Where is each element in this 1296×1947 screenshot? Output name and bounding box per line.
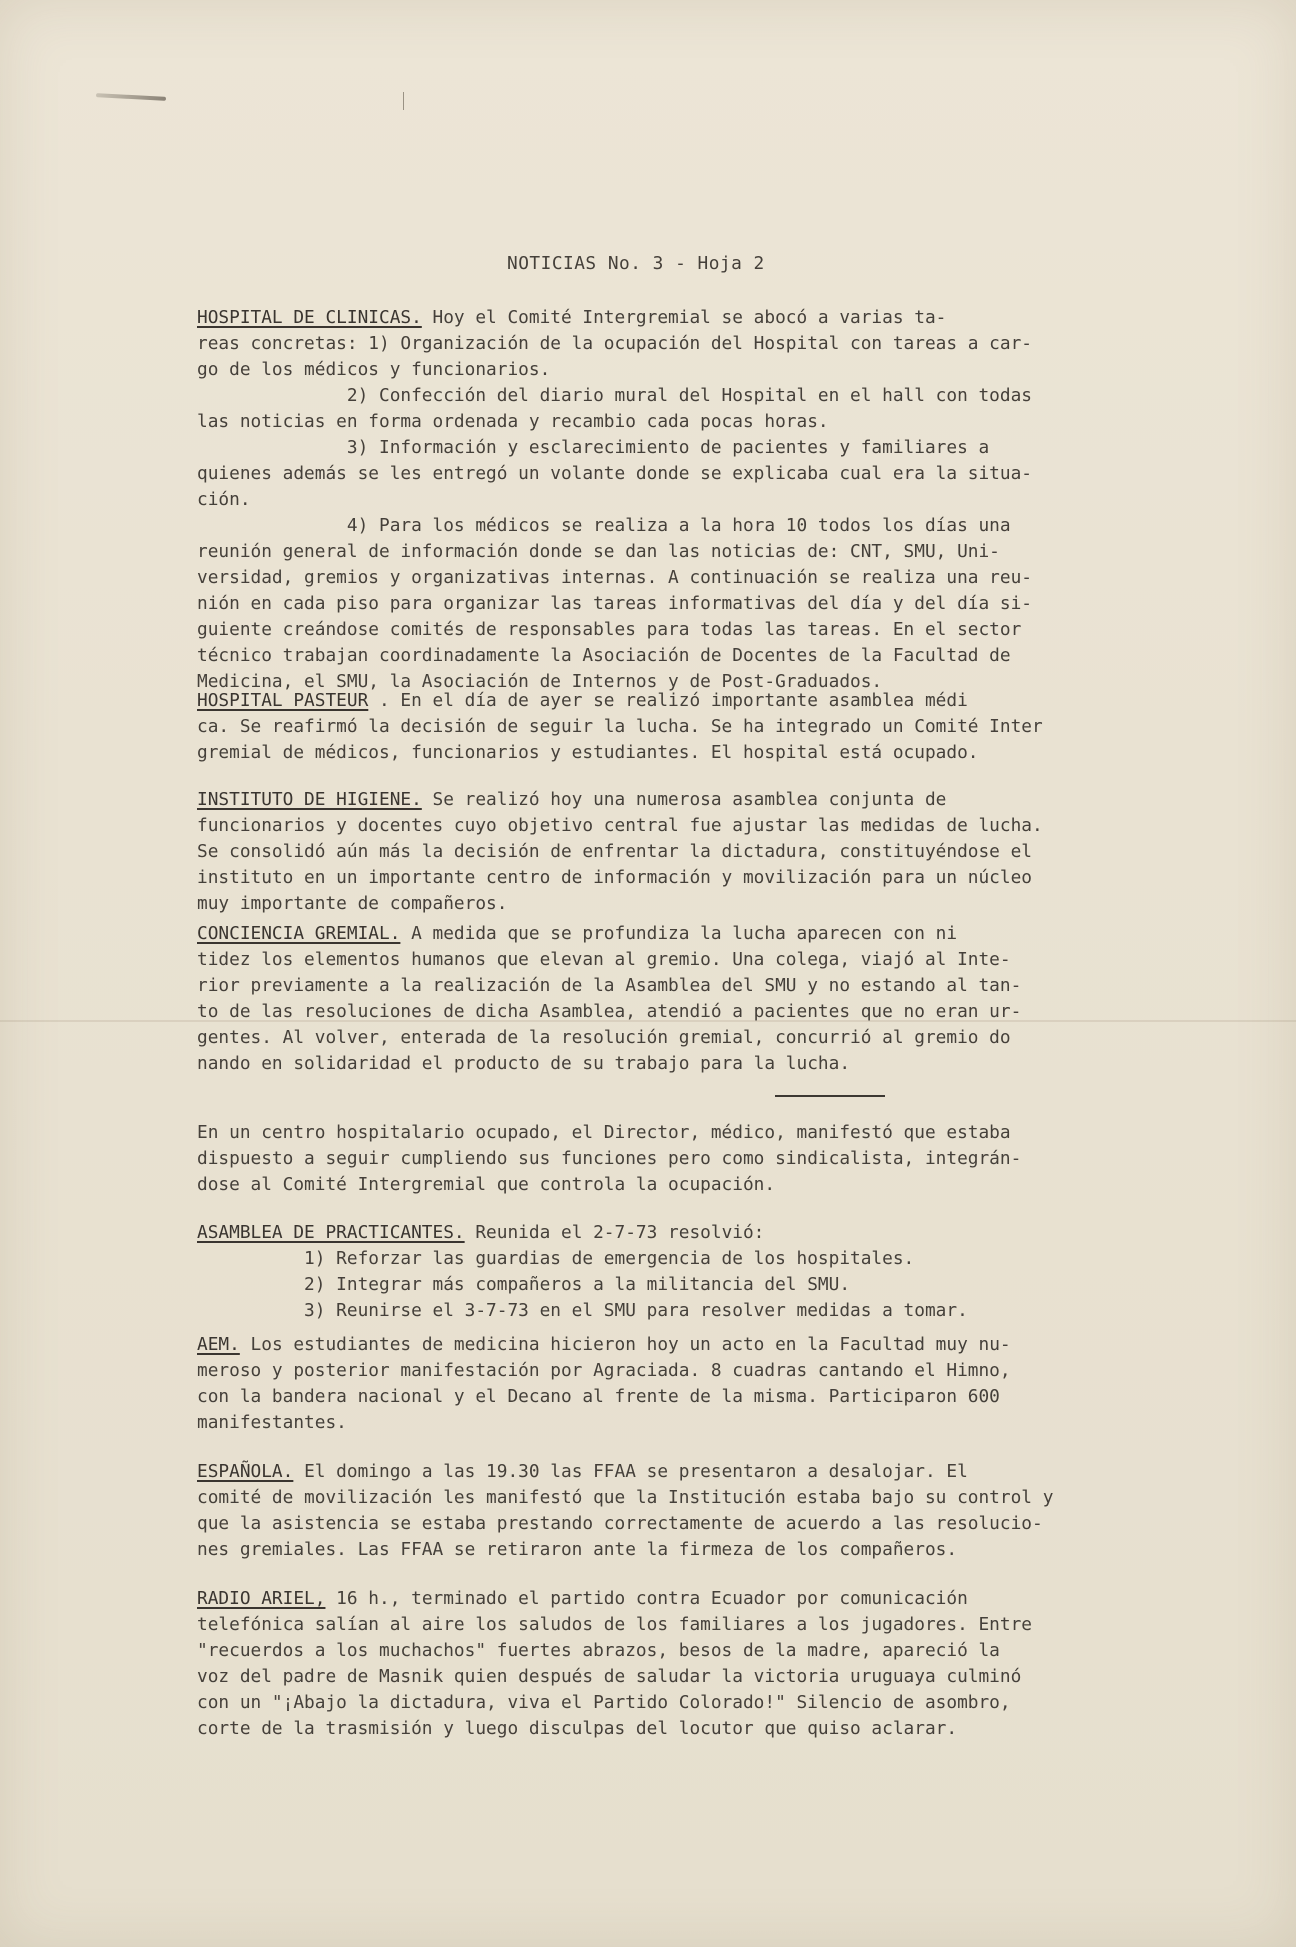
text-line [197,1272,850,1298]
text-line [197,1051,850,1077]
pencil-tick-mark [403,92,404,110]
text-line [197,1172,775,1198]
line-text: dose al Comité Intergremial que controla la ocupación. [197,1174,776,1195]
line-text: Los estudiantes de medicina hicieron hoy un acto en la Facultad muy nu- [239,1334,1011,1355]
text-line [197,461,1032,487]
line-text: to de las resoluciones de dicha Asamblea, atendió a pacientes que no eran ur- [197,1001,1022,1022]
text-line [197,487,251,513]
text-line [197,787,946,813]
line-text: 16 h., terminado el partido contra Ecuador por comunicación [325,1588,968,1609]
text-line [197,1384,1000,1410]
line-text: nión en cada piso para organizar las tareas informativas del día y del día si- [197,593,1033,614]
text-line [197,1664,1021,1690]
line-text: El domingo a las 19.30 las FFAA se presentaron a desalojar. El [293,1461,968,1482]
line-text: con la bandera nacional y el Decano al frente de la misma. Participaron 600 [197,1386,1000,1407]
text-line [197,409,829,435]
line-text: dispuesto a seguir cumpliendo sus funciones pero como sindicalista, integrán- [197,1148,1022,1169]
line-text: telefónica salían al aire los saludos de los familiares a los jugadores. Entre [197,1614,1033,1635]
text-line [197,1358,1011,1384]
text-line [197,565,1032,591]
section-heading: INSTITUTO DE HIGIENE. [197,789,422,810]
line-text: . En el día de ayer se realizó importante asamblea médi [368,690,968,711]
line-text: gentes. Al volver, enterada de la resolución gremial, concurrió al gremio do [197,1027,1011,1048]
line-text: con un "¡Abajo la dictadura, viva el Partido Colorado!" Silencio de asombro, [197,1692,1011,1713]
line-text: 2) Confección del diario mural del Hospital en el hall con todas [197,385,1033,406]
text-line [197,1120,1011,1146]
line-text: 3) Información y esclarecimiento de pacientes y familiares a [197,437,990,458]
line-text: guiente creándose comités de responsables para todas las tareas. En el sector [197,619,1022,640]
line-text: corte de la trasmisión y luego disculpas del locutor que quiso aclarar. [197,1718,958,1739]
line-text: que la asistencia se estaba prestando correctamente de acuerdo a las resolucio- [197,1513,1043,1534]
line-text: 3) Reunirse el 3-7-73 en el SMU para resolver medidas a tomar. [197,1300,968,1321]
text-line [197,1716,957,1742]
section-heading: HOSPITAL PASTEUR [197,690,369,711]
line-text: "recuerdos a los muchachos" fuertes abrazos, besos de la madre, apareció la [197,1640,1000,1661]
text-line [197,1612,1032,1638]
line-text: tidez los elementos humanos que elevan al gremio. Una colega, viajó al Inte- [197,949,1011,970]
line-text: Se realizó hoy una numerosa asamblea conjunta de [421,789,947,810]
text-line [197,839,1032,865]
line-text: funcionarios y docentes cuyo objetivo central fue ajustar las medidas de lucha. [197,815,1043,836]
text-line [197,539,1000,565]
text-line [197,305,946,331]
line-text: muy importante de compañeros. [197,893,508,914]
text-line [197,1298,968,1324]
section-divider [775,1095,885,1097]
line-text: ca. Se reafirmó la decisión de seguir la lucha. Se ha integrado un Comité Inter [197,716,1043,737]
text-line [197,973,1021,999]
text-line [197,1410,347,1436]
text-line [197,331,1032,357]
line-text: 2) Integrar más compañeros a la militancia del SMU. [197,1274,851,1295]
line-text: reunión general de información donde se dan las noticias de: CNT, SMU, Uni- [197,541,1000,562]
text-line [197,865,1032,891]
line-text: voz del padre de Masnik quien después de saludar la victoria uruguaya culminó [197,1666,1022,1687]
text-line [197,357,550,383]
text-line [197,1246,914,1272]
line-text: 4) Para los médicos se realiza a la hora 10 todos los días una [197,515,1011,536]
paper-clip-mark [96,93,166,101]
line-text: Hoy el Comité Intergremial se abocó a varias ta- [421,307,947,328]
text-line [197,688,968,714]
line-text: En un centro hospitalario ocupado, el Director, médico, manifestó que estaba [197,1122,1011,1143]
text-line [197,435,989,461]
line-text: comité de movilización les manifestó que la Institución estaba bajo su control y [197,1487,1054,1508]
text-line [197,1485,1053,1511]
line-text: nando en solidaridad el producto de su trabajo para la lucha. [197,1053,851,1074]
text-line [197,513,1011,539]
line-text: Reunida el 2-7-73 resolvió: [464,1222,765,1243]
section-heading: CONCIENCIA GREMIAL. [197,923,401,944]
text-line [197,591,1032,617]
text-line [197,1025,1011,1051]
text-line [197,383,1032,409]
text-line [197,999,1021,1025]
line-text: reas concretas: 1) Organización de la ocupación del Hospital con tareas a car- [197,333,1033,354]
text-line [197,740,978,766]
text-line [197,1586,968,1612]
text-line [197,714,1043,740]
line-text: técnico trabajan coordinadamente la Asociación de Docentes de la Facultad de [197,645,1011,666]
line-text: go de los médicos y funcionarios. [197,359,551,380]
text-line [197,1690,1011,1716]
line-text: nes gremiales. Las FFAA se retiraron ante la firmeza de los compañeros. [197,1539,958,1560]
line-text: A medida que se profundiza la lucha aparecen con ni [400,923,958,944]
text-line [197,643,1011,669]
text-line [197,1146,1021,1172]
page-title: NOTICIAS No. 3 - Hoja 2 [507,253,765,274]
text-line [197,947,1011,973]
text-line [197,813,1043,839]
text-line [197,1537,957,1563]
section-heading: ESPAÑOLA. [197,1461,294,1482]
section-heading: HOSPITAL DE CLINICAS. [197,307,422,328]
line-text: ción. [197,489,251,510]
line-text: las noticias en forma ordenada y recambio cada pocas horas. [197,411,829,432]
text-line [197,1220,764,1246]
line-text: 1) Reforzar las guardias de emergencia de los hospitales. [197,1248,915,1269]
text-line [197,1459,968,1485]
text-line [197,1638,1000,1664]
text-line [197,1511,1043,1537]
text-line [197,891,507,917]
line-text: instituto en un importante centro de información y movilización para un núcleo [197,867,1033,888]
line-text: versidad, gremios y organizativas internas. A continuación se realiza una reu- [197,567,1033,588]
line-text: quienes además se les entregó un volante donde se explicaba cual era la situa- [197,463,1033,484]
section-heading: ASAMBLEA DE PRACTICANTES. [197,1222,465,1243]
text-line [197,1332,1011,1358]
line-text: gremial de médicos, funcionarios y estudiantes. El hospital está ocupado. [197,742,979,763]
line-text: Medicina, el SMU, la Asociación de Internos y de Post-Graduados. [197,671,883,692]
line-text: Se consolidó aún más la decisión de enfrentar la dictadura, constituyéndose el [197,841,1033,862]
section-heading: RADIO ARIEL, [197,1588,326,1609]
text-line [197,921,957,947]
line-text: manifestantes. [197,1412,347,1433]
text-line [197,617,1021,643]
line-text: meroso y posterior manifestación por Agraciada. 8 cuadras cantando el Himno, [197,1360,1011,1381]
section-heading: AEM. [197,1334,240,1355]
line-text: rior previamente a la realización de la Asamblea del SMU y no estando al tan- [197,975,1022,996]
